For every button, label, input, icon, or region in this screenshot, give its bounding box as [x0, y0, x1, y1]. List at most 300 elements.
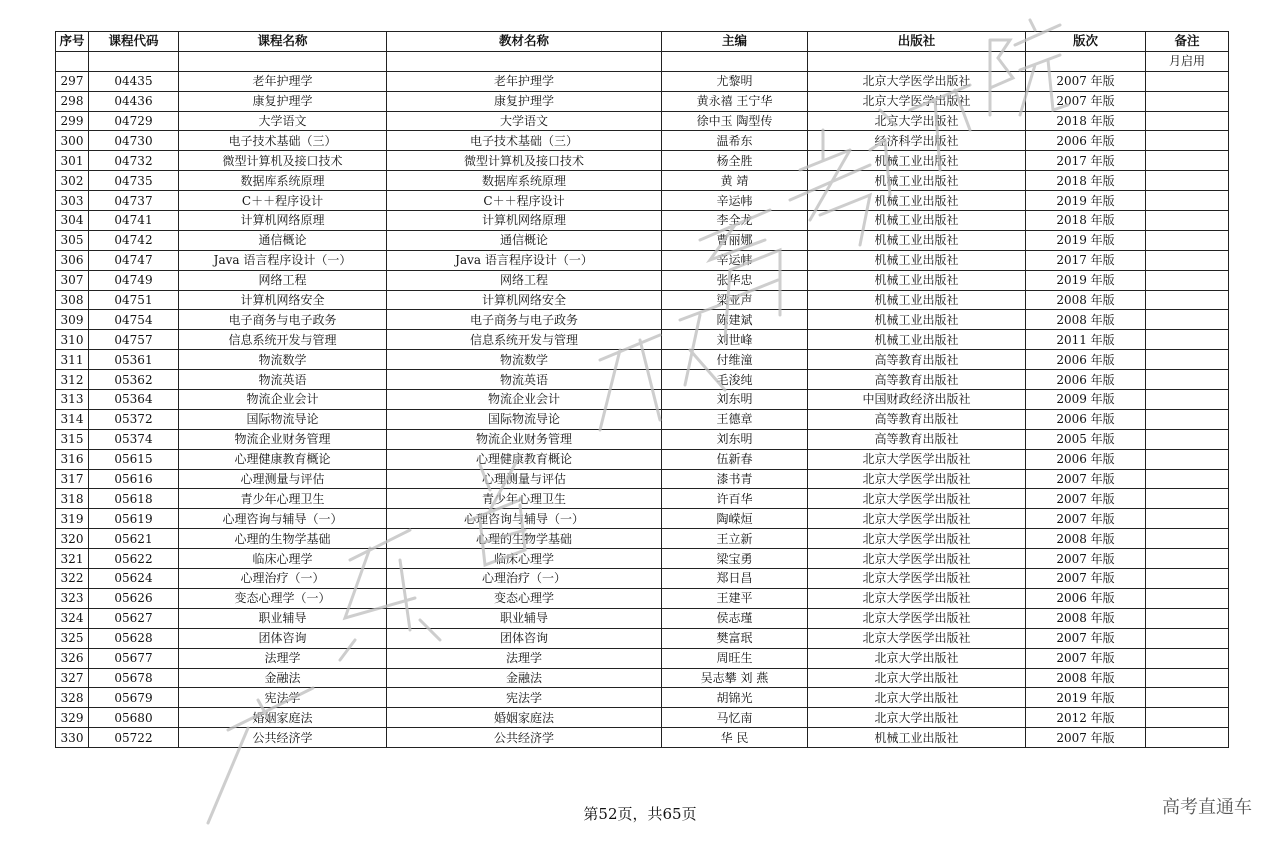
table-cell: 319	[56, 509, 89, 529]
table-cell: 物流企业会计	[387, 390, 662, 410]
table-cell: 漆书青	[662, 469, 808, 489]
table-cell: 徐中玉 陶型传	[662, 111, 808, 131]
table-cell: 机械工业出版社	[808, 728, 1026, 748]
table-row	[56, 449, 1229, 469]
table-cell: 312	[56, 370, 89, 390]
table-cell	[56, 51, 89, 71]
table-cell	[1146, 668, 1229, 688]
table-cell: 05619	[89, 509, 179, 529]
table-cell: 公共经济学	[387, 728, 662, 748]
table-row	[56, 688, 1229, 708]
table-cell	[1026, 51, 1146, 71]
table-cell: 北京大学出版社	[808, 708, 1026, 728]
table-cell: 04737	[89, 191, 179, 211]
table-cell: 机械工业出版社	[808, 310, 1026, 330]
table-cell: 2018 年版	[1026, 171, 1146, 191]
table-cell	[1146, 270, 1229, 290]
table-cell: 05615	[89, 449, 179, 469]
table-cell: 刘世峰	[662, 330, 808, 350]
table-cell: 2006 年版	[1026, 370, 1146, 390]
table-cell: 2007 年版	[1026, 509, 1146, 529]
table-cell: 宪法学	[179, 688, 387, 708]
table-cell: 婚姻家庭法	[179, 708, 387, 728]
table-cell: 伍新春	[662, 449, 808, 469]
table-cell	[1146, 449, 1229, 469]
table-cell: 王建平	[662, 588, 808, 608]
table-cell: 网络工程	[387, 270, 662, 290]
table-cell: 法理学	[387, 648, 662, 668]
table-cell: 2011 年版	[1026, 330, 1146, 350]
table-cell: 2009 年版	[1026, 390, 1146, 410]
table-cell: 心理健康教育概论	[179, 449, 387, 469]
header-cell: 教材名称	[387, 32, 662, 52]
table-cell: 324	[56, 608, 89, 628]
table-cell: 辛运帏	[662, 250, 808, 270]
table-cell	[1146, 350, 1229, 370]
table-cell: 刘东明	[662, 429, 808, 449]
table-cell: 大学语文	[387, 111, 662, 131]
table-cell: 北京大学医学出版社	[808, 529, 1026, 549]
table-row	[56, 330, 1229, 350]
table-cell	[1146, 330, 1229, 350]
table-row	[56, 628, 1229, 648]
table-cell: 北京大学出版社	[808, 668, 1026, 688]
table-cell: C＋＋程序设计	[387, 191, 662, 211]
table-cell: 05626	[89, 588, 179, 608]
table-cell: 317	[56, 469, 89, 489]
table-cell: Java 语言程序设计（一）	[387, 250, 662, 270]
table-cell: 侯志瑾	[662, 608, 808, 628]
table-cell: 2007 年版	[1026, 628, 1146, 648]
table-cell	[1146, 648, 1229, 668]
table-cell: 电子技术基础（三）	[387, 131, 662, 151]
table-cell: 变态心理学（一）	[179, 588, 387, 608]
table-cell: 心理的生物学基础	[387, 529, 662, 549]
table-cell: 04735	[89, 171, 179, 191]
table-cell: 计算机网络安全	[179, 290, 387, 310]
table-cell: 陶嵘烜	[662, 509, 808, 529]
table-cell: 302	[56, 171, 89, 191]
table-cell: 国际物流导论	[387, 409, 662, 429]
table-row	[56, 429, 1229, 449]
table-cell	[179, 51, 387, 71]
table-row	[56, 270, 1229, 290]
table-cell: 2018 年版	[1026, 111, 1146, 131]
table-cell	[1146, 171, 1229, 191]
table-cell: 05628	[89, 628, 179, 648]
table-cell: 05364	[89, 390, 179, 410]
table-cell: 大学语文	[179, 111, 387, 131]
table-cell: 北京大学医学出版社	[808, 628, 1026, 648]
table-cell	[1146, 409, 1229, 429]
table-cell	[1146, 429, 1229, 449]
table-cell: 华 民	[662, 728, 808, 748]
table-cell: 心理咨询与辅导（一）	[387, 509, 662, 529]
header-cell: 主编	[662, 32, 808, 52]
table-cell: 毛浚纯	[662, 370, 808, 390]
table-cell: 黄 靖	[662, 171, 808, 191]
table-cell: 电子技术基础（三）	[179, 131, 387, 151]
table-row	[56, 588, 1229, 608]
header-cell: 课程代码	[89, 32, 179, 52]
table-cell: 信息系统开发与管理	[179, 330, 387, 350]
table-cell	[1146, 310, 1229, 330]
table-cell: 05622	[89, 549, 179, 569]
table-cell: 04757	[89, 330, 179, 350]
header-row	[56, 32, 1229, 52]
table-cell: 北京大学医学出版社	[808, 509, 1026, 529]
table-cell: 2007 年版	[1026, 91, 1146, 111]
table-cell: 国际物流导论	[179, 409, 387, 429]
table-row	[56, 171, 1229, 191]
table-cell	[1146, 688, 1229, 708]
table-cell	[1146, 569, 1229, 589]
table-cell: 2019 年版	[1026, 191, 1146, 211]
table-cell: 2008 年版	[1026, 668, 1146, 688]
table-row	[56, 151, 1229, 171]
table-cell: 临床心理学	[387, 549, 662, 569]
table-cell: 法理学	[179, 648, 387, 668]
table-row	[56, 668, 1229, 688]
page-number: 第52页，共65页	[583, 805, 697, 823]
table-cell: 职业辅导	[387, 608, 662, 628]
table-cell	[1146, 728, 1229, 748]
table-cell: 物流企业财务管理	[387, 429, 662, 449]
table-cell: 心理测量与评估	[179, 469, 387, 489]
table-cell: 316	[56, 449, 89, 469]
table-cell: 301	[56, 151, 89, 171]
table-cell: 王德章	[662, 409, 808, 429]
table-cell: 2008 年版	[1026, 290, 1146, 310]
table-cell: 321	[56, 549, 89, 569]
table-cell	[1146, 71, 1229, 91]
table-cell: 04754	[89, 310, 179, 330]
table-cell: 计算机网络原理	[387, 211, 662, 231]
table-cell: 机械工业出版社	[808, 211, 1026, 231]
table-cell: 梁亚声	[662, 290, 808, 310]
remark-note: 月启用	[1146, 51, 1229, 71]
table-cell	[1146, 529, 1229, 549]
table-cell: 通信概论	[179, 230, 387, 250]
table-row	[56, 489, 1229, 509]
table-cell: 05677	[89, 648, 179, 668]
table-cell: 05627	[89, 608, 179, 628]
table-cell: 张华忠	[662, 270, 808, 290]
table-cell: 04436	[89, 91, 179, 111]
table-cell: 心理治疗（一）	[179, 569, 387, 589]
table-cell: 北京大学医学出版社	[808, 449, 1026, 469]
table-cell: C＋＋程序设计	[179, 191, 387, 211]
table-cell: 物流企业财务管理	[179, 429, 387, 449]
table-cell: 王立新	[662, 529, 808, 549]
table-cell: 2006 年版	[1026, 409, 1146, 429]
table-cell: 团体咨询	[179, 628, 387, 648]
header-cell: 版次	[1026, 32, 1146, 52]
table-cell: 300	[56, 131, 89, 151]
table-row	[56, 310, 1229, 330]
table-cell: 机械工业出版社	[808, 270, 1026, 290]
table-cell: 325	[56, 628, 89, 648]
table-cell: 05361	[89, 350, 179, 370]
table-row	[56, 71, 1229, 91]
table-cell	[1146, 588, 1229, 608]
table-row	[56, 370, 1229, 390]
table-cell	[1146, 131, 1229, 151]
table-cell: 北京大学医学出版社	[808, 549, 1026, 569]
table-cell: 327	[56, 668, 89, 688]
table-cell: 2006 年版	[1026, 131, 1146, 151]
table-cell	[1146, 390, 1229, 410]
table-cell: 许百华	[662, 489, 808, 509]
table-cell	[1146, 211, 1229, 231]
table-cell: 2005 年版	[1026, 429, 1146, 449]
table-row	[56, 708, 1229, 728]
table-cell: 北京大学医学出版社	[808, 569, 1026, 589]
table-cell: 北京大学出版社	[808, 111, 1026, 131]
table-cell: 老年护理学	[387, 71, 662, 91]
table-cell: 机械工业出版社	[808, 230, 1026, 250]
table-row	[56, 469, 1229, 489]
table-cell: 05624	[89, 569, 179, 589]
table-cell: 05722	[89, 728, 179, 748]
table-cell: 数据库系统原理	[179, 171, 387, 191]
table-cell: 2007 年版	[1026, 489, 1146, 509]
table-cell: 2017 年版	[1026, 151, 1146, 171]
table-cell: 04730	[89, 131, 179, 151]
table-cell: 金融法	[387, 668, 662, 688]
table-cell: 心理咨询与辅导（一）	[179, 509, 387, 529]
table-row	[56, 390, 1229, 410]
table-cell: 机械工业出版社	[808, 151, 1026, 171]
table-cell	[1146, 111, 1229, 131]
table-cell: 2007 年版	[1026, 648, 1146, 668]
table-cell	[1146, 549, 1229, 569]
table-cell	[387, 51, 662, 71]
table-row	[56, 728, 1229, 748]
table-cell	[1146, 370, 1229, 390]
table-row	[56, 191, 1229, 211]
table-cell: 04749	[89, 270, 179, 290]
table-cell: 物流数学	[179, 350, 387, 370]
table-cell	[1146, 151, 1229, 171]
table-cell: 297	[56, 71, 89, 91]
textbook-table	[55, 31, 1229, 748]
table-cell: 304	[56, 211, 89, 231]
table-cell: 318	[56, 489, 89, 509]
table-cell: 313	[56, 390, 89, 410]
table-cell: 309	[56, 310, 89, 330]
table-cell: 05678	[89, 668, 179, 688]
table-row	[56, 91, 1229, 111]
table-row	[56, 230, 1229, 250]
table-cell: 机械工业出版社	[808, 290, 1026, 310]
table-cell	[1146, 608, 1229, 628]
table-cell: 329	[56, 708, 89, 728]
header-cell: 出版社	[808, 32, 1026, 52]
table-cell: 2019 年版	[1026, 230, 1146, 250]
table-cell: 314	[56, 409, 89, 429]
table-cell: 05372	[89, 409, 179, 429]
table-cell: 2018 年版	[1026, 211, 1146, 231]
table-cell: 2007 年版	[1026, 569, 1146, 589]
table-cell: 北京大学医学出版社	[808, 489, 1026, 509]
table-cell: 高等教育出版社	[808, 409, 1026, 429]
table-cell: 2008 年版	[1026, 310, 1146, 330]
table-row	[56, 648, 1229, 668]
table-cell: 周旺生	[662, 648, 808, 668]
table-cell: 老年护理学	[179, 71, 387, 91]
table-cell	[808, 51, 1026, 71]
table-cell: 高等教育出版社	[808, 370, 1026, 390]
table-cell: 梁宝勇	[662, 549, 808, 569]
table-cell: 326	[56, 648, 89, 668]
table-cell: 298	[56, 91, 89, 111]
table-cell: 2007 年版	[1026, 469, 1146, 489]
table-cell: 2012 年版	[1026, 708, 1146, 728]
table-cell: 吴志攀 刘 燕	[662, 668, 808, 688]
table-cell: 2006 年版	[1026, 449, 1146, 469]
table-cell: 2006 年版	[1026, 350, 1146, 370]
header-cell: 序号	[56, 32, 89, 52]
table-cell	[1146, 509, 1229, 529]
table-cell: 04729	[89, 111, 179, 131]
table-cell: 308	[56, 290, 89, 310]
table-cell: 胡锦光	[662, 688, 808, 708]
table-cell: 计算机网络安全	[387, 290, 662, 310]
table-cell: 04732	[89, 151, 179, 171]
table-row	[56, 409, 1229, 429]
table-cell: 05618	[89, 489, 179, 509]
table-row	[56, 250, 1229, 270]
table-cell	[1146, 489, 1229, 509]
table-cell: 物流数学	[387, 350, 662, 370]
table-cell: 通信概论	[387, 230, 662, 250]
table-cell: 04751	[89, 290, 179, 310]
table-row	[56, 290, 1229, 310]
table-cell: 信息系统开发与管理	[387, 330, 662, 350]
table-cell	[89, 51, 179, 71]
table-cell: 2007 年版	[1026, 71, 1146, 91]
table-cell: 05374	[89, 429, 179, 449]
table-cell: 北京大学医学出版社	[808, 91, 1026, 111]
table-cell: 05679	[89, 688, 179, 708]
table-cell: 心理测量与评估	[387, 469, 662, 489]
table-cell: 2017 年版	[1026, 250, 1146, 270]
table-cell	[1146, 91, 1229, 111]
table-cell: 青少年心理卫生	[387, 489, 662, 509]
table-cell: 310	[56, 330, 89, 350]
brand-logo-text: 高考直通车	[1162, 797, 1252, 818]
table-row	[56, 529, 1229, 549]
table-cell: 2008 年版	[1026, 608, 1146, 628]
table-cell: 05621	[89, 529, 179, 549]
table-cell: 高等教育出版社	[808, 350, 1026, 370]
table-cell: 322	[56, 569, 89, 589]
table-cell: 北京大学出版社	[808, 648, 1026, 668]
table-cell: 尤黎明	[662, 71, 808, 91]
table-cell: 心理的生物学基础	[179, 529, 387, 549]
table-cell: 北京大学医学出版社	[808, 608, 1026, 628]
table-cell: 北京大学医学出版社	[808, 469, 1026, 489]
table-cell: 04747	[89, 250, 179, 270]
table-cell: 320	[56, 529, 89, 549]
table-cell: 微型计算机及接口技术	[179, 151, 387, 171]
subheader-row	[56, 51, 1229, 71]
table-cell: 刘东明	[662, 390, 808, 410]
table-cell: 北京大学出版社	[808, 688, 1026, 708]
table-cell: 物流企业会计	[179, 390, 387, 410]
table-cell: 变态心理学	[387, 588, 662, 608]
header-cell: 课程名称	[179, 32, 387, 52]
table-cell: 职业辅导	[179, 608, 387, 628]
table-cell: 机械工业出版社	[808, 250, 1026, 270]
table-cell: 2008 年版	[1026, 529, 1146, 549]
table-cell: 李全龙	[662, 211, 808, 231]
table-cell: 04435	[89, 71, 179, 91]
table-cell: 团体咨询	[387, 628, 662, 648]
table-cell: 05616	[89, 469, 179, 489]
table-cell: 高等教育出版社	[808, 429, 1026, 449]
table-cell: 北京大学医学出版社	[808, 71, 1026, 91]
table-row	[56, 608, 1229, 628]
table-cell: 2007 年版	[1026, 549, 1146, 569]
table-cell: 328	[56, 688, 89, 708]
table-cell: 物流英语	[179, 370, 387, 390]
table-cell: 辛运帏	[662, 191, 808, 211]
table-cell: 樊富珉	[662, 628, 808, 648]
table-cell: 330	[56, 728, 89, 748]
table-cell: 315	[56, 429, 89, 449]
table-cell: 婚姻家庭法	[387, 708, 662, 728]
table-cell	[662, 51, 808, 71]
table-cell: 04742	[89, 230, 179, 250]
table-cell: 郑日昌	[662, 569, 808, 589]
table-cell	[1146, 230, 1229, 250]
table-cell: 临床心理学	[179, 549, 387, 569]
table-cell: 303	[56, 191, 89, 211]
table-cell: 温希东	[662, 131, 808, 151]
table-cell	[1146, 628, 1229, 648]
table-row	[56, 509, 1229, 529]
table-cell: 2007 年版	[1026, 728, 1146, 748]
table-cell: 黄永禧 王宁华	[662, 91, 808, 111]
table-cell: 网络工程	[179, 270, 387, 290]
table-cell: 宪法学	[387, 688, 662, 708]
table-row	[56, 211, 1229, 231]
table-cell: 金融法	[179, 668, 387, 688]
table-cell: 299	[56, 111, 89, 131]
table-cell: 微型计算机及接口技术	[387, 151, 662, 171]
table-cell: 机械工业出版社	[808, 171, 1026, 191]
table-cell: 机械工业出版社	[808, 191, 1026, 211]
table-cell: 付维潼	[662, 350, 808, 370]
table-cell: 机械工业出版社	[808, 330, 1026, 350]
table-cell: 306	[56, 250, 89, 270]
table-cell: 经济科学出版社	[808, 131, 1026, 151]
table-cell: 物流英语	[387, 370, 662, 390]
table-cell: 电子商务与电子政务	[387, 310, 662, 330]
table-row	[56, 549, 1229, 569]
table-cell	[1146, 250, 1229, 270]
table-row	[56, 131, 1229, 151]
table-cell: 心理治疗（一）	[387, 569, 662, 589]
table-row	[56, 350, 1229, 370]
table-cell: 307	[56, 270, 89, 290]
table-cell	[1146, 290, 1229, 310]
table-cell: 康复护理学	[179, 91, 387, 111]
table-cell: 中国财政经济出版社	[808, 390, 1026, 410]
table-cell: 数据库系统原理	[387, 171, 662, 191]
